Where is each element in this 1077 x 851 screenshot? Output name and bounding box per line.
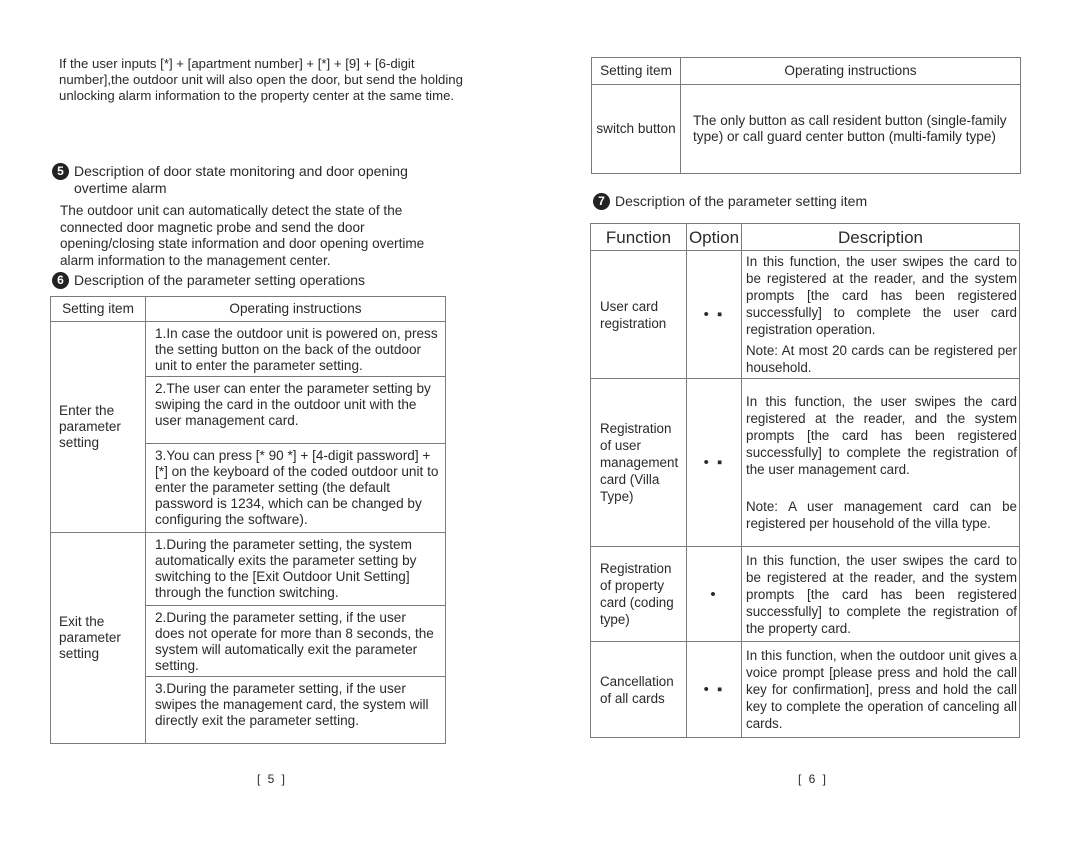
left-page [0, 0, 538, 851]
switch-button-table [591, 57, 1021, 174]
section5-body: The outdoor unit can automatically detect the state of the connected door magnetic probe and send the door opening/closing state information and door opening overtime alarm information to the management center. [60, 203, 425, 268]
section5-number-badge: 5 [52, 163, 69, 180]
option-marks: • ▪ [687, 642, 742, 738]
enter-step-1: 1.In case the outdoor unit is powered on, press the setting button on the back of the outdoor unit to enter the parameter setting. [146, 322, 445, 377]
section7-heading [593, 193, 993, 210]
page-number-right: [ 6 ] [798, 772, 829, 786]
section6-title: Description of the parameter setting operations [74, 272, 366, 288]
enter-step-3: 3.You can press [* 90 *] + [4-digit password] + [*] on the keyboard of the coded outdoor unit to enter the parameter setting (the default password is 1234, which can be changed by configuring the software). [155, 448, 439, 527]
description-text: In this function, the user swipes the card registered at the reader, and the system prompts [the card has been registered successfully] to complete the registration of the user management card. [746, 394, 1017, 477]
table-header-row [592, 58, 1021, 85]
table-row [591, 642, 1020, 738]
description-note: Note: A user management card can be registered per household of the villa type. [746, 499, 1017, 531]
header-function: Function [591, 224, 687, 251]
page-number-left: [ 5 ] [257, 772, 288, 786]
section7-title: Description of the parameter setting item [615, 193, 868, 209]
switch-button-item: switch button [592, 85, 681, 174]
table-row [51, 533, 446, 744]
header-operating-instructions: Operating instructions [681, 58, 1021, 85]
row-exit-setting-item: Exit the parameter setting [51, 533, 146, 744]
exit-step-2: 2.During the parameter setting, if the user does not operate for more than 8 seconds, the system will automatically exit the parameter setting. [146, 606, 445, 677]
header-setting-item: Setting item [51, 297, 146, 322]
switch-button-instructions: The only button as call resident button (single-family type) or call guard center button (multi-family type) [681, 85, 1021, 174]
right-page [538, 0, 1077, 851]
description-note: Note: At most 20 cards can be registered per household. [746, 343, 1017, 375]
header-setting-item: Setting item [592, 58, 681, 85]
table-header-row [51, 297, 446, 322]
description-text: In this function, the user swipes the card to be registered at the reader, and the system prompts [the card has been registered successfully] to complete the user card registration operation. [746, 254, 1017, 337]
function-property-card-registration: Registration of property card (coding type) [591, 547, 687, 642]
intro-paragraph: If the user inputs [*] + [apartment number] + [*] + [9] + [6-digit number],the outdoor unit will also open the door, but send the holding unlocking alarm information to the property center at the same time. [59, 56, 463, 103]
table-row [591, 379, 1020, 547]
exit-step-1: 1.During the parameter setting, the system automatically exits the parameter setting by switching to the [Exit Outdoor Unit Setting] through the function switching. [146, 533, 445, 606]
row-enter-setting-item: Enter the parameter setting [51, 322, 146, 533]
section5-heading [52, 163, 452, 197]
section6-heading [52, 272, 452, 289]
section7-number-badge: 7 [593, 193, 610, 210]
option-marks: • [687, 547, 742, 642]
section5-title-line2: overtime alarm [74, 180, 167, 196]
header-description: Description [742, 224, 1020, 251]
function-management-card-registration: Registration of user management card (Villa Type) [591, 379, 687, 547]
header-option: Option [687, 224, 742, 251]
enter-step-2: 2.The user can enter the parameter setting by swiping the card in the outdoor unit with the user management card. [146, 377, 445, 444]
parameter-items-table [590, 223, 1020, 738]
function-cancel-all-cards: Cancellation of all cards [591, 642, 687, 738]
table-row [51, 322, 446, 533]
header-operating-instructions: Operating instructions [146, 297, 446, 322]
option-marks: • ▪ [687, 379, 742, 547]
section5-title-line1: Description of door state monitoring and door opening [74, 163, 408, 179]
section6-number-badge: 6 [52, 272, 69, 289]
table-row [591, 251, 1020, 379]
description-text: In this function, when the outdoor unit gives a voice prompt [please press and hold the call key for confirmation], press and hold the call key to complete the operation of canceling all cards. [742, 642, 1020, 738]
function-user-card-registration: User card registration [591, 251, 687, 379]
table-row [592, 85, 1021, 174]
exit-step-3: 3.During the parameter setting, if the user swipes the management card, the system will directly exit the parameter setting. [155, 681, 429, 728]
description-text: In this function, the user swipes the card to be registered at the reader, and the system prompts [the card has been registered successfully] to complete the registration of the property card. [742, 547, 1020, 642]
parameter-operations-table [50, 296, 446, 744]
table-row [591, 547, 1020, 642]
table-header-row [591, 224, 1020, 251]
option-marks: • ▪ [687, 251, 742, 379]
